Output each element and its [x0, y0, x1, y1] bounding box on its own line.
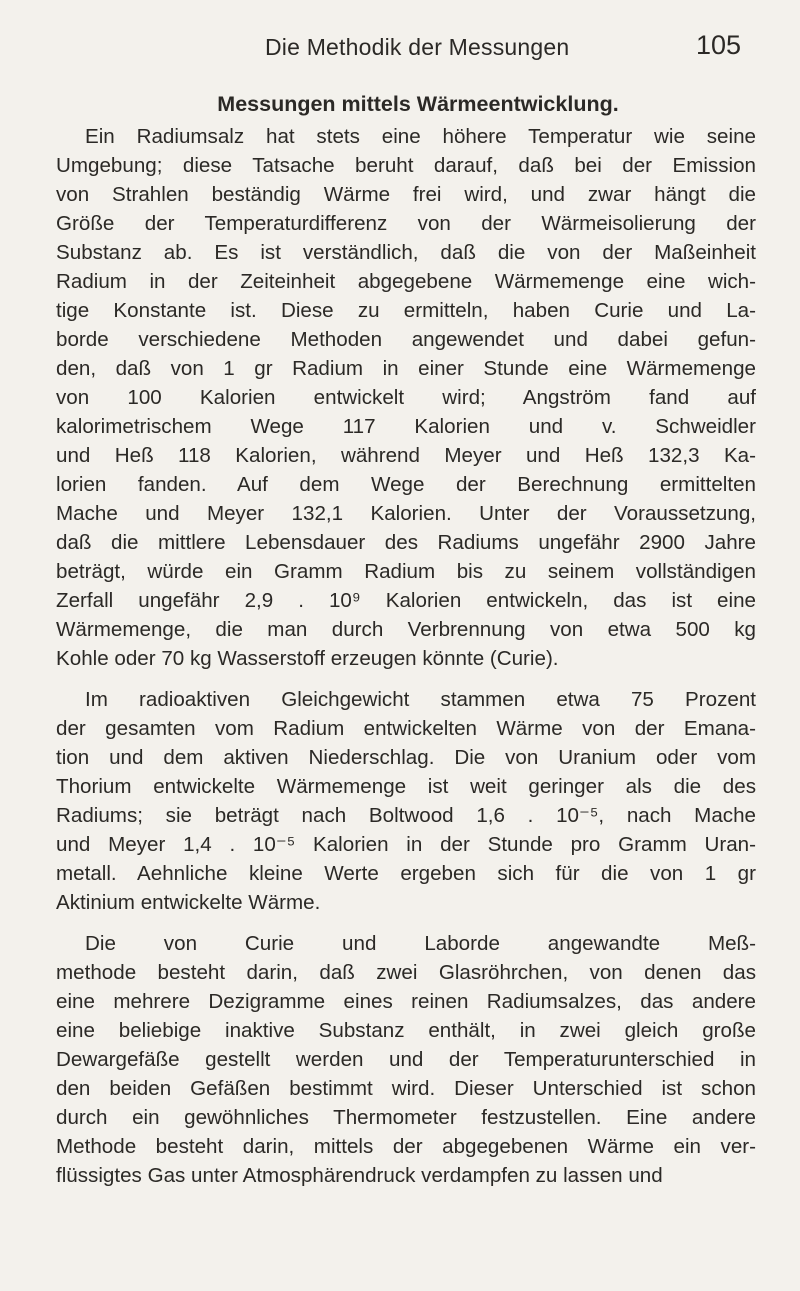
text-line: flüssigtes Gas unter Atmosphärendruck verdampfen zu lassen und [56, 1164, 663, 1187]
text-line: Wärmemenge, die man durch Verbrennung von etwa 500 kg [56, 618, 756, 641]
text-line: der gesamten vom Radium entwickelten Wärme von der Emana- [56, 717, 756, 740]
text-line: eine beliebige inaktive Substanz enthält, in zwei gleich große [56, 1019, 756, 1042]
text-line: borde verschiedene Methoden angewendet und dabei gefun- [56, 328, 756, 351]
text-line: den beiden Gefäßen bestimmt wird. Dieser Unterschied ist schon [56, 1077, 756, 1100]
page-number: 105 [696, 30, 742, 60]
text-line: Dewargefäße gestellt werden und der Temperaturunterschied in [56, 1048, 756, 1071]
body-text [56, 122, 756, 1190]
text-line: daß die mittlere Lebensdauer des Radiums ungefähr 2900 Jahre [56, 531, 756, 554]
text-line: tion und dem aktiven Niederschlag. Die von Uranium oder vom [56, 746, 756, 769]
running-title: Die Methodik der Messungen [265, 34, 570, 60]
text-line: Zerfall ungefähr 2,9 . 10⁹ Kalorien entwickeln, das ist eine [56, 589, 756, 612]
paragraph-1 [56, 122, 756, 673]
text-line: beträgt, würde ein Gramm Radium bis zu seinem vollständigen [56, 560, 756, 583]
text-line: lorien fanden. Auf dem Wege der Berechnung ermittelten [56, 473, 756, 496]
text-line: kalorimetrischem Wege 117 Kalorien und v. Schweidler [56, 415, 756, 438]
text-line: den, daß von 1 gr Radium in einer Stunde eine Wärmemenge [56, 357, 756, 380]
text-line: Radiums; sie beträgt nach Boltwood 1,6 . 10⁻⁵, nach Mache [56, 804, 756, 827]
text-line: Die von Curie und Laborde angewandte Meß- [85, 932, 756, 955]
text-line: Umgebung; diese Tatsache beruht darauf, daß bei der Emission [56, 154, 756, 177]
text-line: methode besteht darin, daß zwei Glasröhrchen, von denen das [56, 961, 756, 984]
text-line: Methode besteht darin, mittels der abgegebenen Wärme ein ver- [56, 1135, 756, 1158]
text-line: durch ein gewöhnliches Thermometer festzustellen. Eine andere [56, 1106, 756, 1129]
section-heading: Messungen mittels Wärmeentwicklung. [217, 92, 619, 116]
text-line: von 100 Kalorien entwickelt wird; Angström fand auf [56, 386, 756, 409]
text-line: Radium in der Zeiteinheit abgegebene Wärmemenge eine wich- [56, 270, 756, 293]
text-line: tige Konstante ist. Diese zu ermitteln, haben Curie und La- [56, 299, 756, 322]
text-line: und Meyer 1,4 . 10⁻⁵ Kalorien in der Stunde pro Gramm Uran- [56, 833, 756, 856]
text-line: Mache und Meyer 132,1 Kalorien. Unter der Voraussetzung, [56, 502, 756, 525]
text-line: Im radioaktiven Gleichgewicht stammen etwa 75 Prozent [85, 688, 756, 711]
text-line: und Heß 118 Kalorien, während Meyer und Heß 132,3 Ka- [56, 444, 756, 467]
text-line: Aktinium entwickelte Wärme. [56, 891, 321, 914]
text-line: Kohle oder 70 kg Wasserstoff erzeugen könnte (Curie). [56, 647, 559, 670]
paragraph-3 [56, 929, 756, 1190]
text-line: Ein Radiumsalz hat stets eine höhere Temperatur wie seine [85, 125, 756, 148]
paragraph-2 [56, 685, 756, 917]
running-header [0, 30, 800, 66]
text-line: eine mehrere Dezigramme eines reinen Radiumsalzes, das andere [56, 990, 756, 1013]
text-line: Thorium entwickelte Wärmemenge ist weit geringer als die des [56, 775, 756, 798]
text-line: Substanz ab. Es ist verständlich, daß die von der Maßeinheit [56, 241, 756, 264]
text-line: Größe der Temperaturdifferenz von der Wärmeisolierung der [56, 212, 756, 235]
text-line: metall. Aehnliche kleine Werte ergeben sich für die von 1 gr [56, 862, 756, 885]
text-line: von Strahlen beständig Wärme frei wird, und zwar hängt die [56, 183, 756, 206]
